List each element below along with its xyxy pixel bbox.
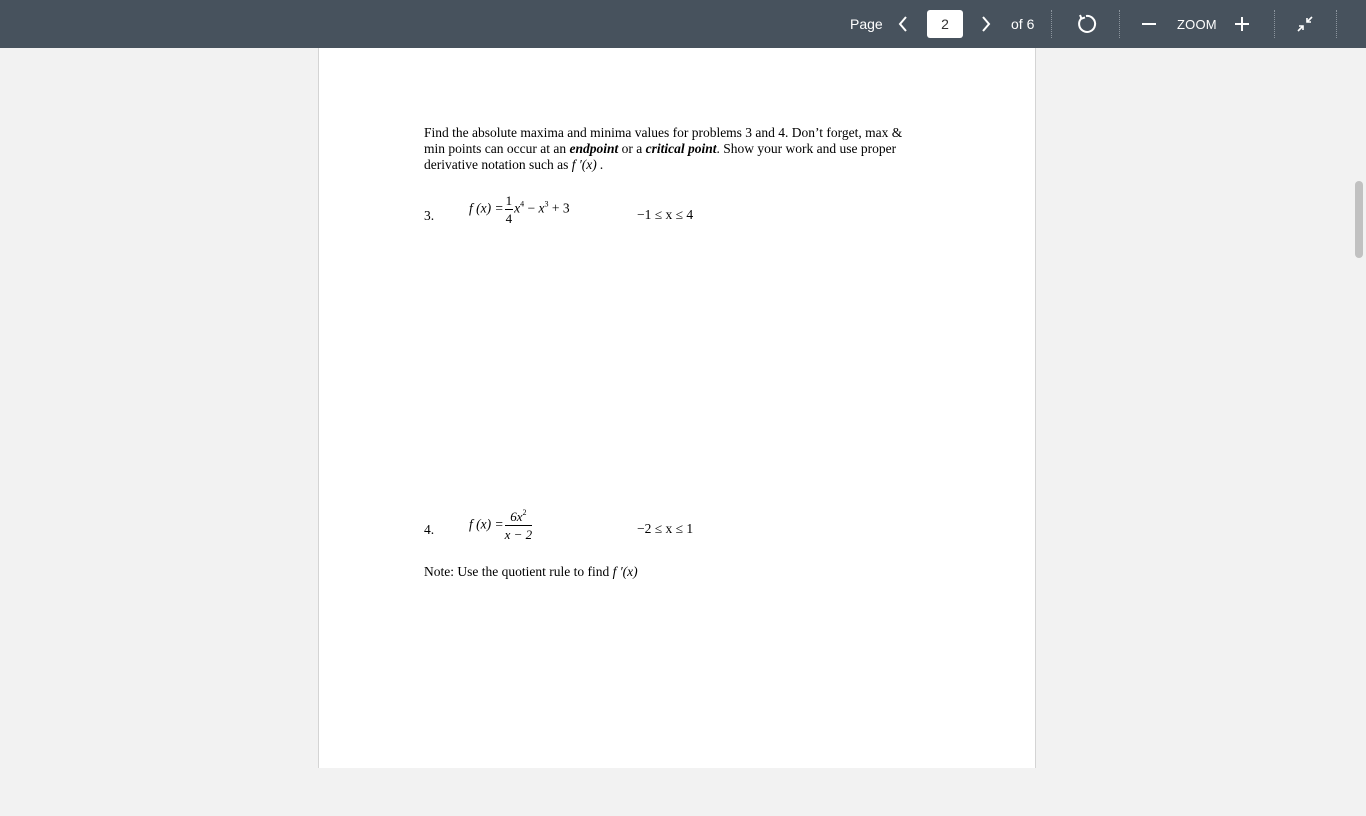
collapse-button[interactable] (1295, 0, 1315, 48)
document-page (318, 48, 1036, 768)
note-derivative: f ′(x) (612, 564, 638, 579)
instructions-line (424, 157, 934, 173)
collapse-icon (1296, 15, 1314, 33)
exponent: 2 (522, 508, 527, 517)
chevron-right-icon (980, 15, 992, 33)
fraction (505, 194, 514, 225)
variable: x (538, 200, 545, 216)
zoom-label: ZOOM (1177, 16, 1217, 32)
problem-3-interval: −1 ≤ x ≤ 4 (637, 207, 694, 222)
instructions-line (424, 125, 934, 141)
emphasis-critical-point: critical point (645, 141, 717, 156)
page-label: Page (850, 16, 883, 32)
problem-number: 4. (424, 522, 435, 537)
note (424, 564, 638, 580)
operator: − (524, 200, 539, 216)
rotate-icon (1075, 13, 1097, 35)
text-segment: Find the absolute maxima and minima values for problems 3 and 4. Don’t forget, max & (424, 125, 903, 140)
toolbar-divider (1336, 10, 1337, 38)
constant-term: + 3 (548, 200, 570, 216)
formula-lhs: f (x) = (469, 200, 504, 216)
problem-3-formula (469, 194, 570, 225)
toolbar-divider (1274, 10, 1275, 38)
zoom-in-button[interactable] (1232, 0, 1252, 48)
next-page-button[interactable] (976, 0, 996, 48)
fraction-numerator: 1 (505, 193, 513, 208)
viewer-toolbar (0, 0, 1366, 48)
toolbar-divider (1119, 10, 1120, 38)
minus-icon (1141, 16, 1157, 32)
problem-4-interval: −2 ≤ x ≤ 1 (637, 521, 694, 536)
rotate-button[interactable] (1075, 0, 1097, 48)
formula-lhs: f (x) = (469, 516, 504, 532)
derivative-notation: f ′(x) . (571, 157, 604, 172)
document-viewer[interactable] (0, 48, 1366, 768)
zoom-out-button[interactable] (1140, 0, 1158, 48)
problem-number: 3. (424, 208, 435, 223)
exponent: 3 (544, 199, 549, 209)
fraction-numerator: 6x (510, 509, 523, 524)
instructions-paragraph (424, 125, 934, 173)
fraction-denominator: x − 2 (504, 527, 533, 542)
fraction-denominator: 4 (505, 211, 513, 226)
previous-page-button[interactable] (893, 0, 913, 48)
page-count-label: of 6 (1011, 16, 1035, 32)
exponent: 4 (520, 199, 525, 209)
plus-icon (1234, 16, 1250, 32)
text-segment: . Show your work and use proper (716, 141, 897, 156)
emphasis-endpoint: endpoint (569, 141, 619, 156)
variable: x (514, 200, 521, 216)
text-segment: or a (618, 141, 646, 156)
fraction (505, 510, 533, 541)
page-number-input[interactable] (927, 10, 963, 38)
chevron-left-icon (897, 15, 909, 33)
scrollbar-thumb[interactable] (1355, 181, 1363, 258)
problem-4-formula (469, 510, 533, 541)
text-segment: min points can occur at an (424, 141, 570, 156)
note-text: Note: Use the quotient rule to find (424, 564, 613, 579)
instructions-line (424, 141, 934, 157)
toolbar-divider (1051, 10, 1052, 38)
text-segment: derivative notation such as (424, 157, 572, 172)
